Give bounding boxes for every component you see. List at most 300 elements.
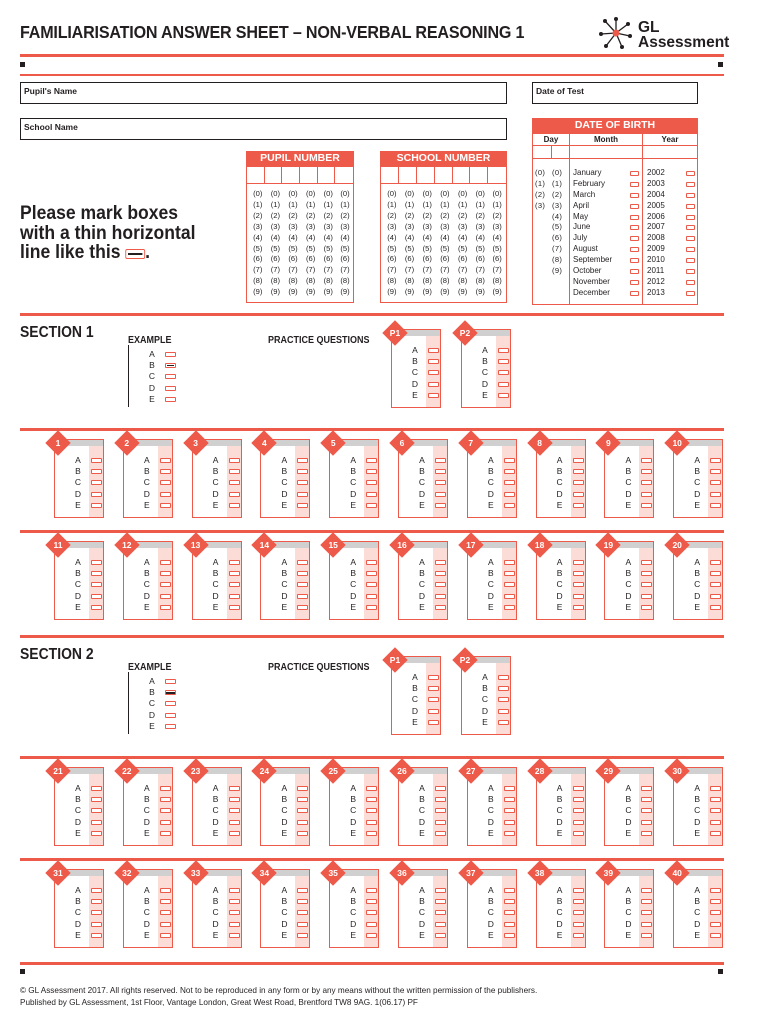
option-c-mark-box[interactable] [504,480,515,485]
option-e-mark-box[interactable] [504,933,515,938]
option-d-mark-box[interactable] [435,922,446,927]
dob-option[interactable] [573,288,639,299]
option-d-mark-box[interactable] [641,594,652,599]
school-name-field[interactable] [20,118,507,140]
digit-option[interactable]: (5) [404,243,415,253]
digit-option[interactable]: (1) [288,199,298,209]
dob-option[interactable] [573,168,639,179]
digit-option[interactable]: (8) [387,276,397,286]
dob-mark-box[interactable] [630,247,639,252]
option-e-mark-box[interactable] [435,831,446,836]
digit-option[interactable]: (4) [457,232,468,242]
option-c-mark-box[interactable] [165,374,176,379]
digit-option[interactable]: (3) [270,221,281,231]
option-e-mark-box[interactable] [428,720,439,725]
digit-option[interactable]: (9) [440,287,450,297]
digit-option[interactable]: (5) [305,243,316,253]
option-d-mark-box[interactable] [160,922,171,927]
option-e-mark-box[interactable] [165,397,176,402]
option-c-mark-box[interactable] [641,808,652,813]
option-d-mark-box[interactable] [160,492,171,497]
option-a-mark-box[interactable] [91,786,102,791]
digit-option[interactable]: (8) [288,276,298,286]
digit-option[interactable]: (8) [323,276,333,286]
dob-option[interactable] [647,168,695,179]
digit-option[interactable]: (6) [404,254,415,264]
dob-day-tens[interactable] [535,168,545,212]
digit-option[interactable]: (7) [323,265,333,275]
digit-option[interactable]: (2) [404,210,415,220]
dob-option[interactable] [573,255,639,266]
option-b-mark-box[interactable] [573,797,584,802]
digit-option[interactable]: (4) [288,232,298,242]
option-c-mark-box[interactable] [710,910,721,915]
digit-option[interactable]: (7) [288,265,298,275]
option-b-mark-box[interactable] [710,797,721,802]
dob-option[interactable] [573,266,639,277]
option-c-mark-box[interactable] [160,582,171,587]
option-d-mark-box[interactable] [710,922,721,927]
digit-option[interactable]: (8) [475,276,485,286]
digit-option[interactable]: (7) [340,265,350,275]
option-b-mark-box[interactable] [573,469,584,474]
digit-option[interactable]: (6) [387,254,397,264]
option-d-mark-box[interactable] [229,922,240,927]
dob-option[interactable] [535,201,545,212]
dob-option[interactable] [535,179,545,190]
option-e-mark-box[interactable] [504,503,515,508]
digit-option[interactable]: (8) [404,276,415,286]
option-c-mark-box[interactable] [366,808,377,813]
option-a-mark-box[interactable] [641,888,652,893]
digit-option[interactable]: (4) [323,232,333,242]
dob-mark-box[interactable] [630,204,639,209]
digit-option[interactable]: (0) [422,189,432,198]
digit-option[interactable]: (0) [404,189,415,198]
option-e-mark-box[interactable] [573,933,584,938]
option-d-mark-box[interactable] [428,709,439,714]
option-e-mark-box[interactable] [710,605,721,610]
option-b-mark-box[interactable] [504,797,515,802]
digit-option[interactable]: (4) [492,232,502,242]
dob-option[interactable] [535,168,545,179]
digit-option[interactable]: (7) [270,265,281,275]
dob-option[interactable] [552,201,562,212]
dob-option[interactable] [552,212,562,223]
option-b-mark-box[interactable] [428,359,439,364]
digit-option[interactable]: (3) [288,221,298,231]
digit-option[interactable]: (8) [340,276,350,286]
digit-option[interactable]: (3) [340,221,350,231]
option-a-mark-box[interactable] [229,458,240,463]
digit-option[interactable]: (8) [270,276,281,286]
digit-option[interactable]: (1) [422,199,432,209]
option-a-mark-box[interactable] [91,560,102,565]
option-a-mark-box[interactable] [165,679,176,684]
dob-mark-box[interactable] [686,193,695,198]
dob-option[interactable] [552,168,562,179]
option-b-mark-box[interactable] [710,899,721,904]
option-d-mark-box[interactable] [297,492,308,497]
option-c-mark-box[interactable] [165,701,176,706]
dob-option[interactable] [552,179,562,190]
option-d-mark-box[interactable] [160,820,171,825]
dob-day-units[interactable] [552,168,562,277]
option-c-mark-box[interactable] [297,910,308,915]
dob-mark-box[interactable] [686,247,695,252]
dob-option[interactable] [647,244,695,255]
option-a-mark-box[interactable] [428,348,439,353]
digit-option[interactable]: (1) [457,199,468,209]
option-d-mark-box[interactable] [641,820,652,825]
dob-mark-box[interactable] [686,280,695,285]
option-a-mark-box[interactable] [498,675,509,680]
option-d-mark-box[interactable] [573,820,584,825]
option-c-mark-box[interactable] [160,808,171,813]
option-b-mark-box[interactable] [366,899,377,904]
digit-option[interactable]: (6) [340,254,350,264]
option-e-mark-box[interactable] [641,831,652,836]
option-c-mark-box[interactable] [91,480,102,485]
digit-option[interactable]: (3) [457,221,468,231]
digit-option[interactable]: (9) [404,287,415,297]
dob-mark-box[interactable] [686,204,695,209]
option-b-mark-box[interactable] [366,797,377,802]
digit-option[interactable]: (9) [270,287,281,297]
option-e-mark-box[interactable] [229,503,240,508]
option-a-mark-box[interactable] [435,888,446,893]
option-e-mark-box[interactable] [498,393,509,398]
option-c-mark-box[interactable] [160,480,171,485]
option-e-mark-box[interactable] [91,605,102,610]
option-c-mark-box[interactable] [435,582,446,587]
option-b-mark-box[interactable] [504,469,515,474]
dob-option[interactable] [552,233,562,244]
option-a-mark-box[interactable] [641,458,652,463]
option-e-mark-box[interactable] [160,605,171,610]
option-d-mark-box[interactable] [91,492,102,497]
dob-option[interactable] [573,201,639,212]
option-c-mark-box[interactable] [366,582,377,587]
digit-option[interactable]: (7) [305,265,316,275]
digit-option[interactable]: (5) [440,243,450,253]
option-b-mark-box[interactable] [428,686,439,691]
option-b-mark-box[interactable] [165,690,176,695]
option-e-mark-box[interactable] [498,720,509,725]
digit-option[interactable]: (3) [387,221,397,231]
option-b-mark-box[interactable] [366,571,377,576]
dob-option[interactable] [573,212,639,223]
option-b-mark-box[interactable] [91,899,102,904]
digit-option[interactable]: (9) [457,287,468,297]
option-b-mark-box[interactable] [160,899,171,904]
dob-mark-box[interactable] [686,291,695,296]
option-b-mark-box[interactable] [573,571,584,576]
option-d-mark-box[interactable] [498,709,509,714]
option-d-mark-box[interactable] [641,922,652,927]
option-d-mark-box[interactable] [573,594,584,599]
digit-option[interactable]: (7) [422,265,432,275]
pupil-name-field[interactable] [20,82,507,104]
digit-option[interactable]: (5) [323,243,333,253]
digit-option[interactable]: (5) [270,243,281,253]
dob-mark-box[interactable] [630,269,639,274]
dob-option[interactable] [552,255,562,266]
digit-option[interactable]: (1) [475,199,485,209]
option-d-mark-box[interactable] [297,820,308,825]
dob-option[interactable] [573,222,639,233]
dob-months[interactable] [573,168,639,299]
option-e-mark-box[interactable] [435,605,446,610]
option-a-mark-box[interactable] [160,458,171,463]
option-e-mark-box[interactable] [297,933,308,938]
option-a-mark-box[interactable] [229,560,240,565]
digit-option[interactable]: (5) [387,243,397,253]
digit-option[interactable]: (0) [387,189,397,198]
option-b-mark-box[interactable] [573,899,584,904]
digit-option[interactable]: (6) [492,254,502,264]
option-d-mark-box[interactable] [366,594,377,599]
option-e-mark-box[interactable] [504,605,515,610]
option-b-mark-box[interactable] [641,571,652,576]
option-a-mark-box[interactable] [297,458,308,463]
digit-option[interactable]: (9) [492,287,502,297]
digit-option[interactable]: (3) [422,221,432,231]
option-a-mark-box[interactable] [229,888,240,893]
option-d-mark-box[interactable] [710,820,721,825]
option-e-mark-box[interactable] [710,933,721,938]
dob-option[interactable] [647,201,695,212]
digit-option[interactable]: (3) [492,221,502,231]
option-c-mark-box[interactable] [573,910,584,915]
option-e-mark-box[interactable] [160,503,171,508]
option-c-mark-box[interactable] [229,808,240,813]
option-c-mark-box[interactable] [710,480,721,485]
option-d-mark-box[interactable] [297,922,308,927]
option-b-mark-box[interactable] [435,469,446,474]
option-a-mark-box[interactable] [366,560,377,565]
option-d-mark-box[interactable] [366,820,377,825]
dob-mark-box[interactable] [686,236,695,241]
digit-option[interactable]: (2) [475,210,485,220]
dob-option[interactable] [573,277,639,288]
digit-option[interactable]: (2) [440,210,450,220]
dob-option[interactable] [647,222,695,233]
option-d-mark-box[interactable] [160,594,171,599]
dob-option[interactable] [647,212,695,223]
dob-mark-box[interactable] [630,171,639,176]
digit-option[interactable]: (9) [288,287,298,297]
option-a-mark-box[interactable] [504,458,515,463]
option-c-mark-box[interactable] [498,370,509,375]
digit-option[interactable]: (4) [440,232,450,242]
option-b-mark-box[interactable] [160,469,171,474]
option-e-mark-box[interactable] [435,503,446,508]
dob-mark-box[interactable] [686,258,695,263]
digit-option[interactable]: (0) [340,189,350,198]
option-e-mark-box[interactable] [710,503,721,508]
digit-option[interactable]: (6) [475,254,485,264]
option-e-mark-box[interactable] [229,933,240,938]
digit-option[interactable]: (5) [253,243,263,253]
option-c-mark-box[interactable] [229,582,240,587]
option-b-mark-box[interactable] [297,797,308,802]
option-a-mark-box[interactable] [91,888,102,893]
option-b-mark-box[interactable] [435,899,446,904]
digit-option[interactable]: (1) [305,199,316,209]
digit-option[interactable]: (6) [270,254,281,264]
option-a-mark-box[interactable] [428,675,439,680]
digit-option[interactable]: (0) [440,189,450,198]
digit-option[interactable]: (9) [387,287,397,297]
option-c-mark-box[interactable] [91,582,102,587]
digit-option[interactable]: (2) [288,210,298,220]
option-b-mark-box[interactable] [504,571,515,576]
option-c-mark-box[interactable] [91,808,102,813]
option-a-mark-box[interactable] [435,560,446,565]
option-a-mark-box[interactable] [710,786,721,791]
option-d-mark-box[interactable] [165,713,176,718]
option-c-mark-box[interactable] [297,808,308,813]
option-a-mark-box[interactable] [165,352,176,357]
option-c-mark-box[interactable] [435,808,446,813]
digit-option[interactable]: (5) [492,243,502,253]
digit-option[interactable]: (7) [457,265,468,275]
digit-option[interactable]: (7) [492,265,502,275]
digit-option[interactable]: (6) [440,254,450,264]
school-number-entry-cells[interactable] [381,167,506,184]
dob-mark-box[interactable] [630,291,639,296]
option-c-mark-box[interactable] [297,480,308,485]
option-b-mark-box[interactable] [297,469,308,474]
option-e-mark-box[interactable] [297,605,308,610]
dob-option[interactable] [573,179,639,190]
option-a-mark-box[interactable] [641,786,652,791]
dob-mark-box[interactable] [630,280,639,285]
option-e-mark-box[interactable] [160,933,171,938]
option-b-mark-box[interactable] [641,899,652,904]
digit-option[interactable]: (5) [288,243,298,253]
option-b-mark-box[interactable] [498,686,509,691]
dob-option[interactable] [647,179,695,190]
digit-option[interactable]: (0) [475,189,485,198]
option-d-mark-box[interactable] [91,922,102,927]
digit-option[interactable]: (2) [270,210,281,220]
digit-option[interactable]: (2) [422,210,432,220]
dob-option[interactable] [573,190,639,201]
option-d-mark-box[interactable] [428,382,439,387]
dob-mark-box[interactable] [630,193,639,198]
digit-option[interactable]: (1) [323,199,333,209]
option-d-mark-box[interactable] [229,820,240,825]
option-a-mark-box[interactable] [366,786,377,791]
option-d-mark-box[interactable] [710,594,721,599]
digit-option[interactable]: (9) [422,287,432,297]
option-a-mark-box[interactable] [366,458,377,463]
digit-option[interactable]: (2) [340,210,350,220]
digit-option[interactable]: (7) [253,265,263,275]
digit-option[interactable]: (6) [457,254,468,264]
option-d-mark-box[interactable] [366,922,377,927]
option-c-mark-box[interactable] [160,910,171,915]
digit-option[interactable]: (2) [323,210,333,220]
digit-option[interactable]: (9) [475,287,485,297]
digit-option[interactable]: (4) [422,232,432,242]
option-e-mark-box[interactable] [91,933,102,938]
option-b-mark-box[interactable] [710,469,721,474]
option-e-mark-box[interactable] [573,831,584,836]
dob-mark-box[interactable] [630,258,639,263]
option-a-mark-box[interactable] [573,560,584,565]
digit-option[interactable]: (0) [323,189,333,198]
digit-option[interactable]: (1) [492,199,502,209]
dob-option[interactable] [647,255,695,266]
option-d-mark-box[interactable] [504,594,515,599]
option-e-mark-box[interactable] [435,933,446,938]
option-b-mark-box[interactable] [366,469,377,474]
digit-option[interactable]: (5) [457,243,468,253]
digit-option[interactable]: (6) [253,254,263,264]
option-d-mark-box[interactable] [641,492,652,497]
dob-option[interactable] [647,277,695,288]
option-e-mark-box[interactable] [297,831,308,836]
digit-option[interactable]: (4) [270,232,281,242]
option-a-mark-box[interactable] [229,786,240,791]
dob-option[interactable] [647,190,695,201]
option-b-mark-box[interactable] [229,571,240,576]
option-c-mark-box[interactable] [498,697,509,702]
digit-option[interactable]: (4) [340,232,350,242]
dob-mark-box[interactable] [630,236,639,241]
option-d-mark-box[interactable] [165,386,176,391]
option-e-mark-box[interactable] [710,831,721,836]
option-c-mark-box[interactable] [229,910,240,915]
option-c-mark-box[interactable] [710,582,721,587]
option-a-mark-box[interactable] [160,560,171,565]
dob-mark-box[interactable] [686,225,695,230]
option-c-mark-box[interactable] [428,370,439,375]
option-b-mark-box[interactable] [498,359,509,364]
digit-option[interactable]: (9) [323,287,333,297]
option-c-mark-box[interactable] [641,480,652,485]
dob-option[interactable] [647,266,695,277]
dob-mark-box[interactable] [686,171,695,176]
option-d-mark-box[interactable] [366,492,377,497]
dob-option[interactable] [647,288,695,299]
option-a-mark-box[interactable] [504,888,515,893]
option-b-mark-box[interactable] [229,469,240,474]
option-b-mark-box[interactable] [641,797,652,802]
option-b-mark-box[interactable] [160,571,171,576]
digit-option[interactable]: (8) [492,276,502,286]
option-a-mark-box[interactable] [504,560,515,565]
option-b-mark-box[interactable] [91,469,102,474]
option-c-mark-box[interactable] [573,582,584,587]
dob-mark-box[interactable] [686,269,695,274]
option-e-mark-box[interactable] [165,724,176,729]
digit-option[interactable]: (8) [457,276,468,286]
digit-option[interactable]: (0) [492,189,502,198]
pupil-number-digits[interactable] [249,189,353,298]
option-e-mark-box[interactable] [366,605,377,610]
option-d-mark-box[interactable] [229,492,240,497]
dob-mark-box[interactable] [686,215,695,220]
option-d-mark-box[interactable] [435,820,446,825]
option-e-mark-box[interactable] [297,503,308,508]
option-b-mark-box[interactable] [504,899,515,904]
digit-option[interactable]: (4) [475,232,485,242]
digit-option[interactable]: (3) [323,221,333,231]
